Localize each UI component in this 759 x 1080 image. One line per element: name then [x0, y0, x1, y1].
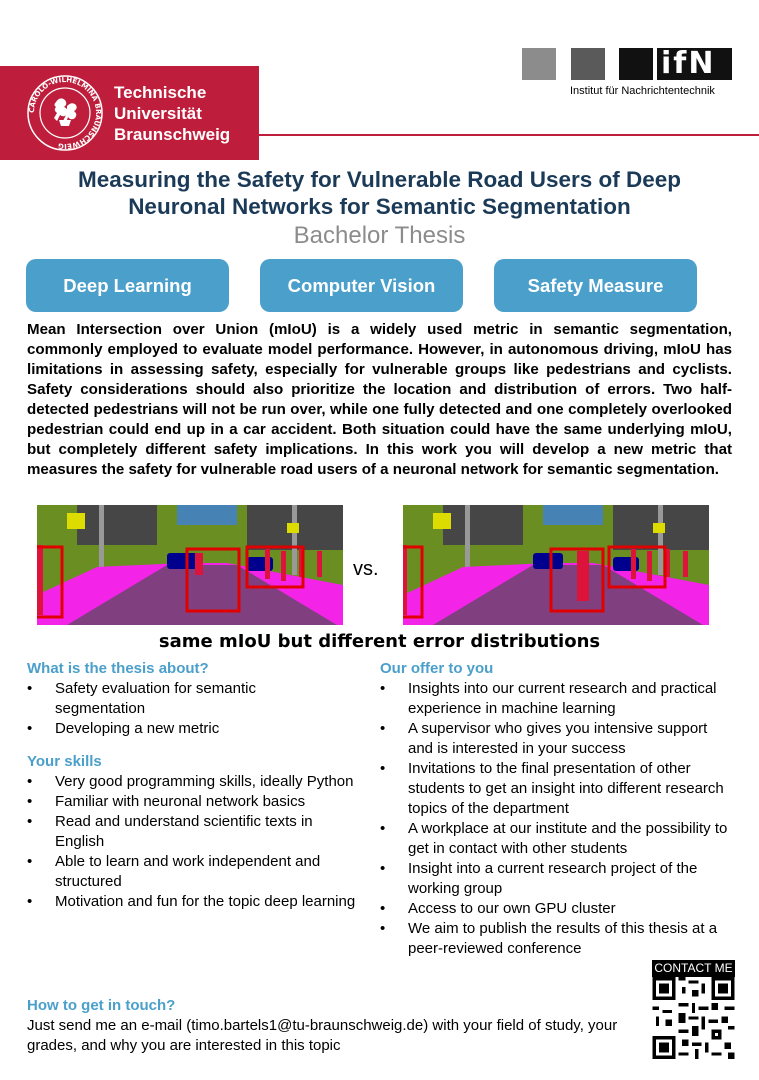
- list-item: [27, 679, 347, 719]
- logo-square-light: [522, 48, 556, 80]
- thesis-title-line: Measuring the Safety for Vulnerable Road Users of Deep: [77, 167, 682, 192]
- list-item-text: Developing a new metric: [55, 720, 220, 737]
- university-name: [114, 82, 230, 145]
- seal-text: CAROLO-WILHELMINA BRAUNSCHWEIG: [27, 75, 103, 151]
- qr-label: CONTACT ME: [652, 960, 735, 977]
- list-item: [380, 899, 736, 919]
- bullet-icon: •: [380, 760, 386, 777]
- list-item-text: We aim to publish the results of this thesis at a peer-reviewed conference: [408, 920, 718, 957]
- list-item-text: Insights into our current research and practical experience in machine learning: [408, 680, 717, 717]
- list-item-text: A supervisor who gives you intensive support and is interested in your success: [408, 720, 708, 757]
- figure-caption: same mIoU but different error distributions: [158, 631, 601, 652]
- segmentation-image-right: [403, 505, 709, 625]
- university-name-line: Technische: [114, 83, 207, 102]
- contact-qr[interactable]: [652, 960, 735, 1059]
- list-item: [380, 859, 736, 899]
- contact-section: [27, 996, 637, 1056]
- contact-heading: How to get in touch?: [27, 997, 176, 1014]
- list-item: [27, 792, 357, 812]
- tag-deep-learning[interactable]: Deep Learning: [26, 259, 229, 312]
- contact-text: Just send me an e-mail (timo.bartels1@tu-braunschweig.de) with your field of study, your grades, and why you are interested in this topic: [27, 1017, 618, 1054]
- bullet-icon: •: [380, 820, 386, 837]
- list-item-text: A workplace at our institute and the possibility to get in contact with other students: [408, 820, 728, 857]
- bullet-icon: •: [27, 793, 33, 810]
- bullet-icon: •: [380, 860, 386, 877]
- list-item: [27, 892, 357, 912]
- bullet-icon: •: [27, 813, 33, 830]
- university-seal-icon: [26, 74, 104, 152]
- list-item-text: Very good programming skills, ideally Python: [55, 773, 354, 790]
- tag-computer-vision[interactable]: Computer Vision: [260, 259, 463, 312]
- header-divider: [259, 134, 759, 136]
- bullet-icon: •: [380, 920, 386, 937]
- list-item: [27, 812, 357, 852]
- university-name-line: Braunschweig: [114, 125, 231, 144]
- bullet-icon: •: [380, 900, 386, 917]
- skills-list: [27, 772, 357, 912]
- list-item-text: Familiar with neuronal network basics: [55, 793, 306, 810]
- qr-code-icon[interactable]: [652, 977, 735, 1059]
- ifn-logo: [520, 48, 732, 100]
- list-item-text: Motivation and fun for the topic deep learning: [55, 893, 356, 910]
- bullet-icon: •: [27, 680, 33, 697]
- list-item: [380, 679, 736, 719]
- about-list: [27, 679, 347, 739]
- list-item: [27, 852, 357, 892]
- bullet-icon: •: [380, 680, 386, 697]
- list-item-text: Access to our own GPU cluster: [408, 900, 616, 917]
- tag-safety-measure[interactable]: Safety Measure: [494, 259, 697, 312]
- list-item: [27, 772, 357, 792]
- university-name-line: Universität: [114, 104, 202, 123]
- tu-braunschweig-logo: [0, 66, 259, 160]
- logo-square-mid: [571, 48, 605, 80]
- list-item-text: Able to learn and work independent and structured: [55, 853, 321, 890]
- bullet-icon: •: [27, 893, 33, 910]
- thesis-title-line: Neuronal Networks for Semantic Segmentation: [128, 194, 631, 219]
- about-heading: What is the thesis about?: [27, 660, 209, 677]
- bullet-icon: •: [27, 853, 33, 870]
- list-item: [380, 719, 736, 759]
- bullet-icon: •: [380, 720, 386, 737]
- offer-list: [380, 679, 736, 959]
- logo-letters: ifN: [657, 48, 732, 80]
- list-item-text: Read and understand scientific texts in English: [55, 813, 313, 850]
- list-item-text: Insight into a current research project of the working group: [408, 860, 698, 897]
- list-item-text: Invitations to the final presentation of other students to get an insight into different research topics of the department: [408, 760, 724, 817]
- list-item-text: Safety evaluation for semantic segmentation: [55, 680, 256, 717]
- segmentation-image-left: [37, 505, 343, 625]
- offer-heading: Our offer to you: [380, 660, 494, 677]
- thesis-title: [0, 166, 759, 220]
- thesis-type: Bachelor Thesis: [293, 222, 466, 249]
- bullet-icon: •: [27, 720, 33, 737]
- bullet-icon: •: [27, 773, 33, 790]
- list-item: [27, 719, 347, 739]
- list-item: [380, 819, 736, 859]
- list-item: [380, 759, 736, 819]
- skills-heading: Your skills: [27, 753, 102, 770]
- comparison-vs-label: vs.: [353, 558, 379, 580]
- institute-name: Institut für Nachrichtentechnik: [570, 85, 715, 97]
- logo-square-dark: [619, 48, 653, 80]
- abstract-text: Mean Intersection over Union (mIoU) is a widely used metric in semantic segmentation, commonly employed to evaluate model performance. However, in autonomous driving, mIoU has limitations in assessing safety, especially for vulnerable groups like pedestrians and cyclists. Safety considerations should also prioritize the location and distribution of errors. Two half-detected pedestrians will not be run over, while one fully detected and one completely overlooked pedestrian could end up in a car accident. Both situation could have the same underlying mIoU, but completely different safety implications. In this work you will develop a new metric that measures the safety for vulnerable road users of a neuronal network for semantic segmentation.: [27, 321, 732, 478]
- list-item: [380, 919, 736, 959]
